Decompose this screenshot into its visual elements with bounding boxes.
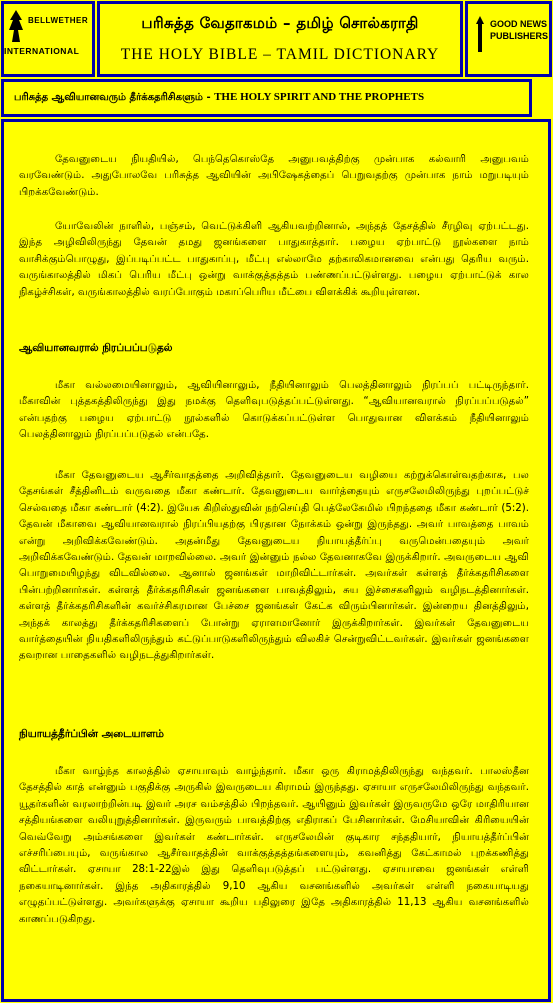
paragraph-2 bbox=[19, 219, 529, 301]
content-box bbox=[1, 119, 551, 1002]
paragraph-3 bbox=[19, 378, 529, 444]
logo-left-line2: INTERNATIONAL bbox=[4, 46, 80, 56]
paragraph-5-text: மீகா வாழ்ந்த காலத்தில் ஏசாயாவும் வாழ்ந்தார். மீகா ஒரு கிராமத்திலிருந்து வந்தவர். பாலஸ்தீன தேசத்தில் காத் என்னும் பகுதிக்கு அருகில் இவருடைய கிராமம் இருந்தது. ஏசாயா எருசலேமிலிருந்து வந்தவர். யூதர்களின் வரலாற்றின்படி இவர் அரச வம்சத்தில் பிறந்தவர். ஆயினும் இவர்கள் இருவருமே ஒரே மாதிரியான சத்தியங்களை வலியுறுத்தினார்கள். இருவரும் பாவத்திற்கு எதிராகப் பேசினார்கள். மேசியாவின் கிரியையின் வெவ்வேறு அம்சங்களை இவர்கள் கண்டார்கள். எருசலேமின் குடிகார சந்ததியார், நியாயத்தீர்ப்பின் எச்சரிப்பையும், வருங்கால ஆசீர்வாதத்தின் வாக்குத்தத்தங்களையும், கவனித்து கேட்காமல் புறக்கணித்து விட்டார்கள். ஏசாயா 28:1-22இல் இது தெளிவுபடுத்தப் பட்டுள்ளது. ஏசாயாவை ஜனங்கள் எள்ளி நகையாடினார்கள். இந்த அதிகாரத்தில் 9,10 ஆகிய வசனங்களில் அவர்கள் எள்ளி நகையாடியது எழுதப்பட்டுள்ளது. அவர்களுக்கு ஏசாயா கூறிய பதிலுரை இதே அதிகாரத்தில் 11,13 ஆகிய வசனங்களில் காணப்படுகிறது. bbox=[19, 766, 529, 925]
heading-2-text: நியாயத்தீர்ப்பின் அடையாளம் bbox=[19, 728, 164, 740]
paragraph-4 bbox=[19, 468, 529, 665]
paragraph-3-text: மீகா வல்லமையினாலும், ஆவியினாலும், நீதியினாலும் பெலத்தினாலும் நிரப்பப் பட்டிருந்தார். மீகாவின் புத்தகத்திலிருந்து இது நமக்கு தெளிவுபடுத்தப்பட்டுள்ளது. “ஆவியானவரால் நிரப்பப்படுதல்” என்பதற்கு பழைய ஏற்பாட்டு நூல்களில் கொடுக்கப்பட்டுள்ள பொதுவான விளக்கம் நீதியினாலும் பெலத்தினாலும் நிரப்பப்படுதல் என்பதே. bbox=[19, 380, 529, 441]
heading-1-text: ஆவியானவரால் நிரப்பப்படுதல் bbox=[19, 342, 173, 354]
paragraph-1 bbox=[19, 152, 529, 201]
heading-2 bbox=[19, 728, 529, 741]
title-box bbox=[97, 1, 463, 77]
paragraph-2-text: யோவேலின் நாளில், பஞ்சம், வெட்டுக்கிளி ஆகியவற்றினால், அந்தத் தேசத்தில் சீரழிவு ஏற்பட்டது. இந்த அழிவிலிருந்து தேவன் தமது ஜனங்களை பாதுகாத்தார். பழைய ஏற்பாட்டு நூல்களை நாம் வாசிக்கும்பொழுது, இப்படிப்பட்ட பாதுகாப்பு, மீட்பு எல்லாமே தற்காலிகமானவை என்பது தெரிய வரும். வருங்காலத்தில் மிகப் பெரிய மீட்பு ஒன்று வாக்குத்தத்தம் பண்ணப்பட்டுள்ளது. பழைய ஏற்பாட்டுக் கால நிகழ்ச்சிகள், வருங்காலத்தில் வரப்போகும் மகாப்பெரிய மீட்பை விளக்கிக் கூறியுள்ளன. bbox=[19, 221, 529, 298]
publisher-logo-right bbox=[465, 1, 552, 77]
torch-logo-icon bbox=[474, 16, 486, 56]
heading-1 bbox=[19, 342, 529, 355]
section-title-bar bbox=[1, 79, 532, 117]
paragraph-4-text: மீகா தேவனுடைய ஆசீர்வாதத்தை அறிவித்தார். தேவனுடைய வழியை கற்றுக்கொள்வதற்காக, பல தேசங்கள் சீத்தினிடம் வருவதை மீகா கண்டார். தேவனுடைய வார்த்தையும் எருசலேமிலிருந்து புறப்பட்டுச் செல்வதை மீகா கண்டார் (4:2). இயேசு கிறிஸ்துவின் நற்செய்தி பெத்லேகேமில் பிறந்ததை மீகா கண்டார் (5:2). தேவன் மீகாவை ஆவியானவரால் நிரப்பியதற்கு பிரதான நோக்கம் ஒன்று இருந்தது. அவர் பாவத்தை பாவம் என்று அறிவிக்கவேண்டும். அதன்மீது தேவனுடைய நியாயத்தீர்ப்பு வருமென்பதையும் அவர் அறிவிக்கவேண்டும். தேவன் மாறவில்லை. அவர் இன்னும் நல்ல தேவனாகவே இருக்கிறார். அவருடைய ஆவி பொறுமையிழந்து விடவில்லை. ஆனால் ஜனங்கள் மாறிவிட்டார்கள். அவர்கள் கள்ளத் தீர்க்கதரிசிகளை பின்பற்றினார்கள். கள்ளத் தீர்க்கதரிசிகள் ஜனங்களை பாவத்திலும், சுய இச்சைகளிலும் வழிநடத்தினார்கள். கள்ளத் தீர்க்கதரிசிகளின் கவர்ச்சிகரமான பேச்சை ஜனங்கள் கேட்க விரும்பினார்கள். இன்றைய தினத்திலும், அந்தக் காலத்து தீர்க்கதரிசிகளைப் போன்று ஏராளமானோர் இருக்கிறார்கள். இவர்கள் தேவனுடைய வார்த்தையின் நியதிகளிலிருந்தும் கட்டுப்பாடுகளிலிருந்தும் விலகிச் சென்றுவிட்டவர்கள். இவர்கள் ஜனங்களை தவறான பாதைகளில் வழிநடத்துகிறார்கள். bbox=[19, 470, 529, 662]
section-title bbox=[14, 91, 424, 104]
logo-left-line1: BELLWETHER bbox=[28, 16, 89, 25]
paragraph-1-text: தேவனுடைய நியதியில், பெந்தெகொஸ்தே அனுபவத்திற்கு முன்பாக கல்வாரி அனுபவம் வரவேண்டும். அதுபோலவே பரிசுத்த ஆவியின் அபிஷேகத்தைப் பெறுவதற்கு முன்பாக நாம் மறுபடியும் பிறக்கவேண்டும். bbox=[19, 154, 529, 198]
title-english: THE HOLY BIBLE – TAMIL DICTIONARY bbox=[120, 46, 440, 63]
bellwether-logo-icon bbox=[8, 10, 24, 46]
paragraph-5 bbox=[19, 764, 529, 928]
logo-right-text: GOOD NEWS PUBLISHERS bbox=[490, 19, 549, 41]
publisher-logo-left bbox=[1, 1, 95, 77]
section-title-tamil: பரிசுத்த ஆவியானவரும் தீர்க்கதரிசிகளும் - bbox=[14, 92, 215, 103]
title-tamil: பரிசுத்த வேதாகமம் – தமிழ் சொல்கராதி bbox=[141, 14, 419, 32]
section-title-english: THE HOLY SPIRIT AND THE PROPHETS bbox=[214, 91, 425, 103]
header bbox=[0, 0, 553, 78]
